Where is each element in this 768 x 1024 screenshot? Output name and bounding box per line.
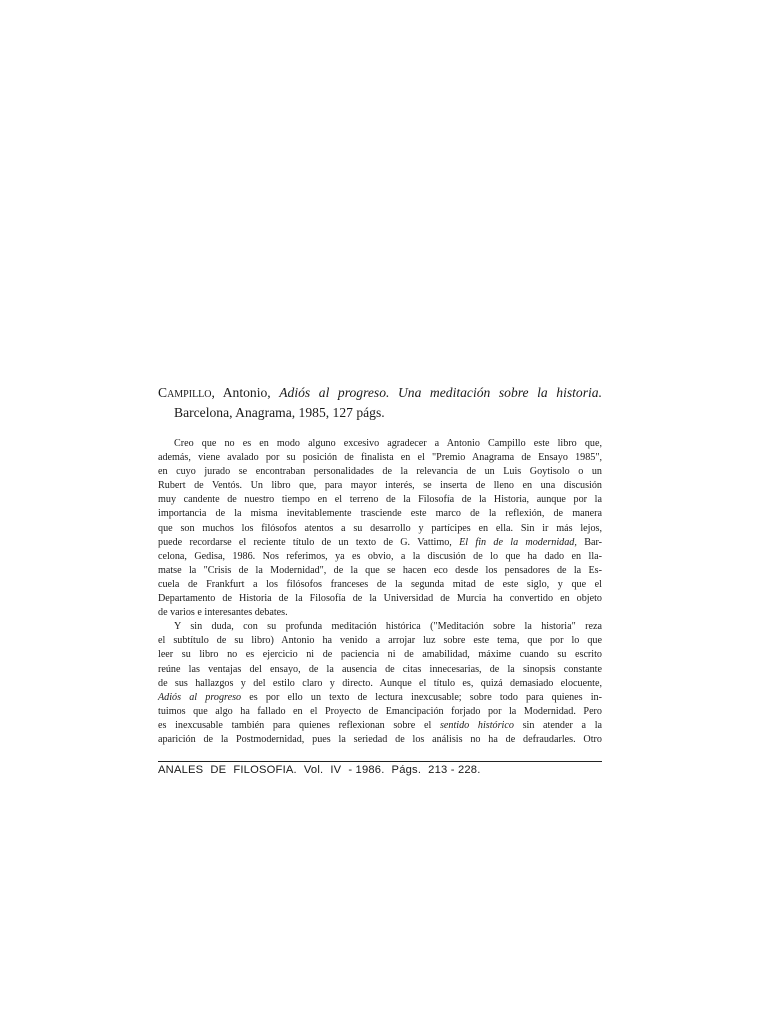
body-line-text: además, viene avalado por su posición de finalista en el "Premio Anagrama de Ensayo 1985", <box>158 452 602 464</box>
review-page <box>158 383 602 747</box>
body-line <box>158 493 602 507</box>
body-line-italic: Adiós al progreso <box>158 691 242 703</box>
body-line <box>158 620 602 634</box>
body-line-text: celona, Gedisa, 1986. Nos referimos, ya es obvio, a la discusión de lo que ha dado en lla- <box>158 550 602 562</box>
body-line-text: matse la "Crisis de la Modernidad", de la que se hacen eco desde los pensadores de la Es- <box>158 564 602 576</box>
body-line <box>158 564 602 578</box>
footer-rule <box>158 761 602 762</box>
body-line <box>158 606 602 620</box>
review-body <box>158 437 602 747</box>
body-line-text: Departamento de Historia de la Filosofía de la Universidad de Murcia ha convertido en objeto <box>158 593 602 605</box>
body-line <box>158 578 602 592</box>
bibliographic-citation <box>158 383 602 423</box>
body-line-text: de varios e interesantes debates. <box>158 607 288 619</box>
body-line-text: sin atender a la <box>513 719 603 731</box>
body-line <box>158 705 602 719</box>
body-line <box>158 522 602 536</box>
body-line-text: importancia de la misma inevitablemente trasciende este marco de la reflexión, de manera <box>158 508 602 520</box>
citation-book-title: Adiós al progreso. Una meditación sobre la historia. <box>279 385 602 400</box>
body-line <box>158 663 602 677</box>
body-line-text: es por ello un texto de lectura inexcusable; sobre todo para quienes in- <box>241 691 602 703</box>
body-line <box>158 733 602 747</box>
citation-publisher: Barcelona, Anagrama, 1985, 127 págs. <box>174 405 385 420</box>
body-line-text: Creo que no es en modo alguno excesivo agradecer a Antonio Campillo este libro que, <box>174 438 602 449</box>
footer-journal-word-2: DE <box>210 764 227 776</box>
citation-author-surname: Campillo <box>158 385 212 400</box>
body-line-text: cuela de Frankfurt a los filósofos franceses de la segunda mitad de este siglo, y que el <box>158 578 602 590</box>
citation-author-given: , Antonio, <box>211 385 280 400</box>
body-line-text: es inexcusable también para quienes reflexionan sobre el <box>158 719 440 731</box>
body-line <box>158 451 602 465</box>
body-line-italic: sentido histórico <box>439 719 514 731</box>
body-line <box>158 648 602 662</box>
body-line-text: Bar- <box>576 536 602 548</box>
footer-volume-label: Vol. <box>303 764 324 776</box>
footer-pages-label: Págs. <box>391 764 422 776</box>
body-line-text: Y sin duda, con su profunda meditación histórica ("Meditación sobre la historia" reza <box>174 621 602 633</box>
body-line-text: de sus hallazgos y del estilo claro y directo. Aunque el título es, quizá demasiado elocuente, <box>158 677 602 689</box>
body-line <box>158 691 602 705</box>
body-line-text: tuimos que algo ha fallado en el Proyecto de Emancipación forjado por la Modernidad. Pero <box>158 705 602 717</box>
body-line <box>158 479 602 493</box>
body-line <box>158 719 602 733</box>
body-line-text: Rubert de Ventós. Un libro que, para mayor interés, se inserta de lleno en una discusión <box>158 480 602 492</box>
footer-volume-number: IV <box>330 764 342 776</box>
body-line-text: muy candente de nuestro tiempo en el terreno de la Filosofía de la Historia, aunque por la <box>158 494 602 506</box>
body-line <box>158 536 602 550</box>
body-line-text: en cuyo jurado se encontraban personalidades de la relevancia de un Luis Goytisolo o un <box>158 466 602 478</box>
body-line <box>158 634 602 648</box>
footer-year: - 1986. <box>348 764 385 776</box>
footer-page-range: 213 - 228. <box>428 764 481 776</box>
body-line-text: puede recordarse el reciente título de un texto de G. Vattimo, <box>158 536 460 548</box>
body-line <box>158 677 602 691</box>
body-line <box>158 592 602 606</box>
body-line-text: aparición de la Postmodernidad, pues la seriedad de los análisis no ha de defraudarles. Otro <box>158 733 602 745</box>
footer-journal-word-3: FILOSOFIA. <box>233 764 297 776</box>
body-line-text: que son muchos los filósofos atentos a su desarrollo y partícipes en ella. Sin ir más lejos, <box>158 522 602 534</box>
body-line <box>158 507 602 521</box>
body-line-text: leer su libro no es ejercicio ni de paciencia ni de amabilidad, máxime cuando su escrito <box>158 649 602 661</box>
body-line-italic: El fin de la modernidad, <box>459 536 577 548</box>
body-line <box>158 550 602 564</box>
body-line <box>158 437 602 451</box>
body-line-text: reúne las ventajas del ensayo, de la ausencia de citas innecesarias, de la sinopsis constante <box>158 663 602 675</box>
journal-footer <box>158 764 602 776</box>
body-line <box>158 465 602 479</box>
body-line-text: el subtítulo de su libro) Antonio ha venido a arrojar luz sobre este tema, que por lo que <box>158 635 602 647</box>
footer-journal-word-1: ANALES <box>158 764 204 776</box>
